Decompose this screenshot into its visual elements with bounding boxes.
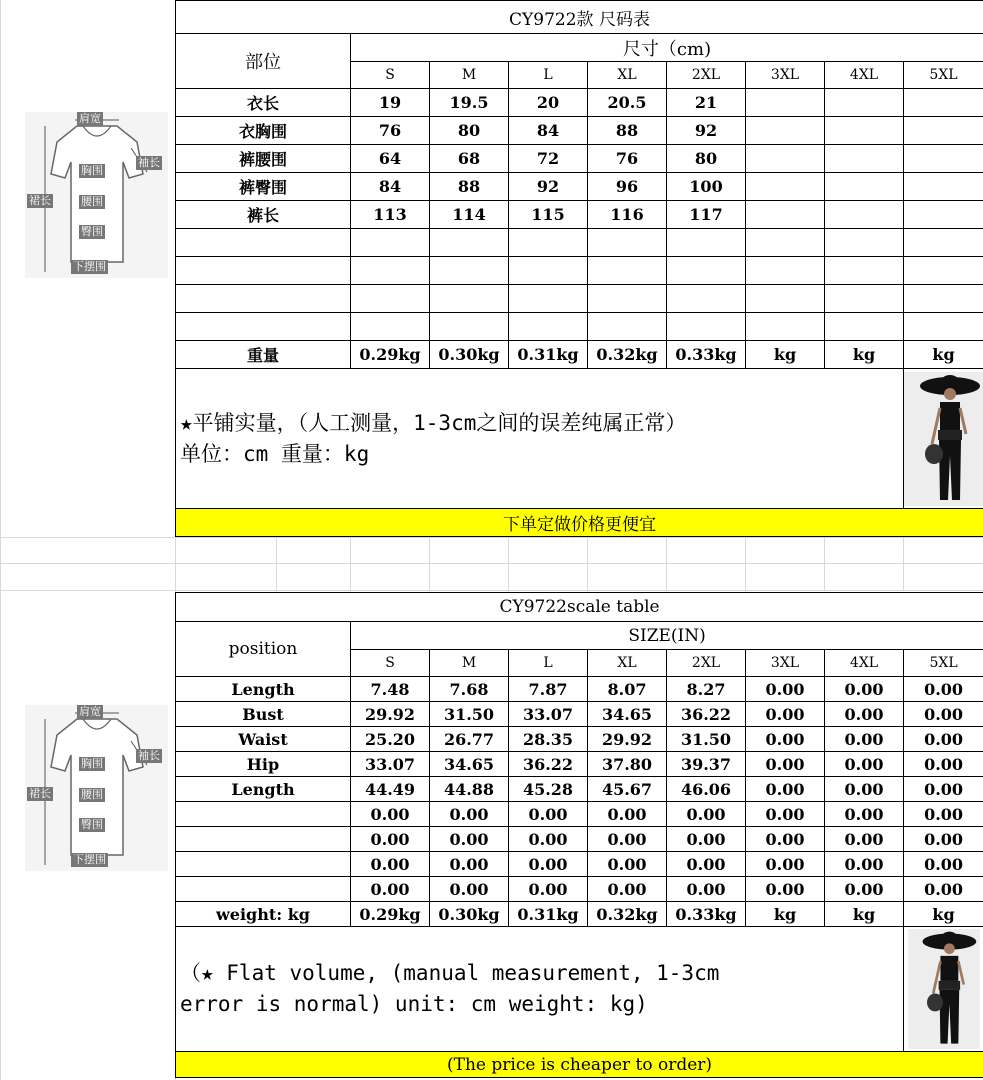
measurement-cell: 0.00 <box>351 802 430 827</box>
measurement-cell: 84 <box>351 173 430 201</box>
measurement-cell: 0.00 <box>825 877 904 902</box>
measurement-cell: 0.00 <box>588 852 667 877</box>
measurement-cell <box>430 257 509 285</box>
product-photo <box>904 927 983 1052</box>
measurement-cell <box>904 201 983 229</box>
measurement-cell: 0.00 <box>904 827 983 852</box>
weight-cell: 0.31kg <box>509 902 588 927</box>
measurement-cell: 0.00 <box>904 727 983 752</box>
measurement-cell: 0.00 <box>825 777 904 802</box>
measurement-cell: 0.00 <box>667 852 746 877</box>
size-label: L <box>509 650 588 677</box>
measurement-cell: 0.00 <box>667 802 746 827</box>
measurement-cell <box>904 313 983 341</box>
table-row <box>176 677 983 702</box>
measurement-cell <box>904 257 983 285</box>
diagram-label-chest: 胸围 <box>81 164 103 177</box>
measurement-cell <box>430 229 509 257</box>
measurement-cell: 0.00 <box>509 877 588 902</box>
measurement-cell: 100 <box>667 173 746 201</box>
size-label: XL <box>588 62 667 89</box>
table-row <box>176 852 983 877</box>
measurement-cell: 88 <box>588 117 667 145</box>
measurement-cell <box>746 173 825 201</box>
size-label: 5XL <box>904 650 983 677</box>
row-label: 衣长 <box>176 89 351 117</box>
measurement-cell <box>588 257 667 285</box>
weight-cell: kg <box>904 341 983 369</box>
measurement-cell <box>588 285 667 313</box>
measurement-cell: 44.88 <box>430 777 509 802</box>
measurement-cell: 0.00 <box>746 777 825 802</box>
row-label: 裤腰围 <box>176 145 351 173</box>
measurement-cell <box>746 117 825 145</box>
table-row <box>176 752 983 777</box>
measurement-cell: 0.00 <box>746 802 825 827</box>
measurement-cell: 72 <box>509 145 588 173</box>
measurement-cell: 0.00 <box>825 752 904 777</box>
row-label: Waist <box>176 727 351 752</box>
measurement-cell <box>746 257 825 285</box>
measurement-cell <box>746 285 825 313</box>
measurement-cell: 80 <box>667 145 746 173</box>
measurement-cell: 116 <box>588 201 667 229</box>
size-label: 4XL <box>825 62 904 89</box>
price-banner: 下单定做价格更便宜 <box>176 509 983 537</box>
measurement-cell: 76 <box>351 117 430 145</box>
measurement-cell <box>825 229 904 257</box>
measurement-cell <box>746 145 825 173</box>
row-label: 衣胸围 <box>176 117 351 145</box>
measurement-cell <box>509 313 588 341</box>
table-row <box>176 173 983 201</box>
measurement-cell <box>351 229 430 257</box>
measurement-cell: 36.22 <box>509 752 588 777</box>
measurement-cell: 44.49 <box>351 777 430 802</box>
row-label: Length <box>176 777 351 802</box>
measurement-cell <box>588 313 667 341</box>
table-title: CY9722scale table <box>176 593 983 622</box>
measurement-cell: 0.00 <box>746 677 825 702</box>
measurement-note <box>176 369 904 509</box>
measurement-cell: 19 <box>351 89 430 117</box>
measurement-cell <box>746 229 825 257</box>
table-row <box>176 777 983 802</box>
weight-cell: 0.33kg <box>667 902 746 927</box>
note-line: （★ Flat volume, (manual measurement, 1-3cm <box>180 961 720 985</box>
weight-label: weight: kg <box>176 902 351 927</box>
size-header: SIZE(IN) <box>351 622 983 650</box>
measurement-cell <box>825 313 904 341</box>
diagram-label-shoulder: 肩宽 <box>79 705 101 718</box>
measurement-cell: 76 <box>588 145 667 173</box>
row-label <box>176 229 351 257</box>
weight-cell: kg <box>904 902 983 927</box>
measurement-cell: 0.00 <box>904 802 983 827</box>
diagram-label-length: 裙长 <box>29 787 51 800</box>
measurement-note <box>176 927 904 1052</box>
measurement-cell: 0.00 <box>509 852 588 877</box>
measurement-cell: 7.48 <box>351 677 430 702</box>
measurement-cell <box>430 313 509 341</box>
weight-cell: kg <box>746 341 825 369</box>
measurement-cell <box>351 313 430 341</box>
measurement-cell: 37.80 <box>588 752 667 777</box>
table-row <box>176 257 983 285</box>
measurement-cell <box>825 145 904 173</box>
measurement-cell: 33.07 <box>509 702 588 727</box>
measurement-cell: 0.00 <box>746 877 825 902</box>
measurement-cell <box>904 145 983 173</box>
size-label: 4XL <box>825 650 904 677</box>
weight-cell: kg <box>746 902 825 927</box>
weight-row <box>176 341 983 369</box>
garment-diagram-bottom <box>25 705 168 871</box>
measurement-cell: 0.00 <box>351 877 430 902</box>
size-label: XL <box>588 650 667 677</box>
measurement-cell: 0.00 <box>746 702 825 727</box>
weight-cell: 0.32kg <box>588 341 667 369</box>
measurement-cell <box>904 89 983 117</box>
measurement-cell: 45.67 <box>588 777 667 802</box>
diagram-label-length: 裙长 <box>29 194 51 207</box>
measurement-cell <box>746 201 825 229</box>
measurement-cell: 0.00 <box>746 852 825 877</box>
table-row <box>176 727 983 752</box>
table-row <box>176 877 983 902</box>
measurement-cell <box>667 285 746 313</box>
measurement-cell: 0.00 <box>825 852 904 877</box>
measurement-cell: 33.07 <box>351 752 430 777</box>
measurement-cell <box>904 173 983 201</box>
measurement-cell: 117 <box>667 201 746 229</box>
row-label: 裤臀围 <box>176 173 351 201</box>
measurement-cell: 0.00 <box>351 852 430 877</box>
measurement-cell: 0.00 <box>904 877 983 902</box>
size-label: 2XL <box>667 62 746 89</box>
row-label <box>176 802 351 827</box>
size-label: 2XL <box>667 650 746 677</box>
measurement-cell <box>825 285 904 313</box>
measurement-cell: 36.22 <box>667 702 746 727</box>
measurement-cell: 8.27 <box>667 677 746 702</box>
size-table-cm <box>175 0 983 537</box>
measurement-cell: 29.92 <box>351 702 430 727</box>
measurement-cell: 0.00 <box>667 877 746 902</box>
measurement-cell <box>904 229 983 257</box>
measurement-cell: 26.77 <box>430 727 509 752</box>
measurement-cell <box>825 117 904 145</box>
weight-cell: kg <box>825 341 904 369</box>
diagram-label-waist: 腰围 <box>81 788 103 801</box>
measurement-cell: 64 <box>351 145 430 173</box>
measurement-cell: 0.00 <box>904 752 983 777</box>
diagram-label-shoulder: 肩宽 <box>79 112 101 125</box>
measurement-cell: 39.37 <box>667 752 746 777</box>
measurement-cell: 0.00 <box>825 702 904 727</box>
garment-diagram-top <box>25 112 168 278</box>
measurement-cell: 80 <box>430 117 509 145</box>
measurement-cell: 0.00 <box>746 752 825 777</box>
measurement-cell: 0.00 <box>509 802 588 827</box>
measurement-cell <box>825 89 904 117</box>
note-line: ★平铺实量，（人工测量，1-3cm之间的误差纯属正常） <box>180 410 687 435</box>
measurement-cell: 0.00 <box>904 702 983 727</box>
measurement-cell: 34.65 <box>588 702 667 727</box>
table-row <box>176 145 983 173</box>
row-label: Length <box>176 677 351 702</box>
diagram-label-hem: 下摆围 <box>73 853 106 866</box>
table-row <box>176 313 983 341</box>
diagram-label-waist: 腰围 <box>81 195 103 208</box>
measurement-cell: 45.28 <box>509 777 588 802</box>
measurement-cell: 0.00 <box>509 827 588 852</box>
measurement-cell: 31.50 <box>667 727 746 752</box>
weight-cell: 0.33kg <box>667 341 746 369</box>
measurement-cell: 0.00 <box>904 852 983 877</box>
row-label <box>176 313 351 341</box>
measurement-cell: 0.00 <box>904 677 983 702</box>
table-row <box>176 827 983 852</box>
weight-cell: 0.29kg <box>351 341 430 369</box>
weight-cell: 0.32kg <box>588 902 667 927</box>
measurement-cell <box>667 229 746 257</box>
measurement-cell: 0.00 <box>825 827 904 852</box>
position-header: position <box>176 622 351 677</box>
position-header: 部位 <box>176 34 351 89</box>
table-row <box>176 201 983 229</box>
measurement-cell: 0.00 <box>667 827 746 852</box>
row-label <box>176 257 351 285</box>
table-row <box>176 117 983 145</box>
model-photo-icon <box>904 372 983 506</box>
measurement-cell: 0.00 <box>430 827 509 852</box>
price-banner: (The price is cheaper to order) <box>176 1052 983 1078</box>
measurement-cell: 0.00 <box>588 877 667 902</box>
weight-cell: kg <box>825 902 904 927</box>
measurement-cell: 7.68 <box>430 677 509 702</box>
row-label: Bust <box>176 702 351 727</box>
size-label: 3XL <box>746 650 825 677</box>
note-line: 单位：cm 重量：kg <box>180 441 370 466</box>
measurement-cell <box>825 173 904 201</box>
measurement-cell: 0.00 <box>588 827 667 852</box>
measurement-cell <box>904 285 983 313</box>
measurement-cell: 68 <box>430 145 509 173</box>
row-label <box>176 852 351 877</box>
measurement-cell <box>746 89 825 117</box>
measurement-cell <box>904 117 983 145</box>
measurement-cell: 113 <box>351 201 430 229</box>
measurement-cell <box>509 229 588 257</box>
measurement-cell: 0.00 <box>825 677 904 702</box>
row-label: 裤长 <box>176 201 351 229</box>
weight-row <box>176 902 983 927</box>
measurement-cell: 114 <box>430 201 509 229</box>
diagram-label-hip: 臀围 <box>81 818 103 831</box>
row-label <box>176 827 351 852</box>
measurement-cell: 0.00 <box>430 802 509 827</box>
size-header: 尺寸（cm) <box>351 34 983 62</box>
measurement-cell: 46.06 <box>667 777 746 802</box>
measurement-cell: 96 <box>588 173 667 201</box>
diagram-label-sleeve: 袖长 <box>138 749 160 762</box>
table-row <box>176 702 983 727</box>
diagram-label-chest: 胸围 <box>81 757 103 770</box>
size-label: L <box>509 62 588 89</box>
measurement-cell: 0.00 <box>588 802 667 827</box>
measurement-cell <box>588 229 667 257</box>
measurement-cell: 84 <box>509 117 588 145</box>
measurement-cell: 0.00 <box>825 802 904 827</box>
measurement-cell: 34.65 <box>430 752 509 777</box>
model-photo-icon <box>906 929 982 1049</box>
measurement-cell: 19.5 <box>430 89 509 117</box>
diagram-label-sleeve: 袖长 <box>138 156 160 169</box>
measurement-cell <box>825 201 904 229</box>
measurement-cell: 92 <box>667 117 746 145</box>
weight-cell: 0.29kg <box>351 902 430 927</box>
measurement-cell <box>351 285 430 313</box>
table-row <box>176 285 983 313</box>
measurement-cell: 29.92 <box>588 727 667 752</box>
row-label <box>176 877 351 902</box>
measurement-cell: 92 <box>509 173 588 201</box>
weight-cell: 0.30kg <box>430 341 509 369</box>
size-table-inches <box>175 592 983 1078</box>
table-title: CY9722款 尺码表 <box>176 1 983 34</box>
table-row <box>176 89 983 117</box>
measurement-cell: 0.00 <box>825 727 904 752</box>
size-label: 5XL <box>904 62 983 89</box>
weight-cell: 0.31kg <box>509 341 588 369</box>
size-label: M <box>430 650 509 677</box>
row-label <box>176 285 351 313</box>
measurement-cell: 31.50 <box>430 702 509 727</box>
measurement-cell: 20.5 <box>588 89 667 117</box>
measurement-cell: 8.07 <box>588 677 667 702</box>
measurement-cell: 0.00 <box>430 852 509 877</box>
measurement-cell: 0.00 <box>904 777 983 802</box>
measurement-cell <box>509 257 588 285</box>
table-row <box>176 229 983 257</box>
note-line: error is normal) unit: cm weight: kg) <box>180 992 648 1016</box>
measurement-cell: 0.00 <box>430 877 509 902</box>
measurement-cell <box>667 257 746 285</box>
measurement-cell: 115 <box>509 201 588 229</box>
weight-label: 重量 <box>176 341 351 369</box>
size-label: 3XL <box>746 62 825 89</box>
table-row <box>176 802 983 827</box>
measurement-cell: 25.20 <box>351 727 430 752</box>
size-label: S <box>351 62 430 89</box>
measurement-cell <box>746 313 825 341</box>
measurement-cell <box>351 257 430 285</box>
measurement-cell: 28.35 <box>509 727 588 752</box>
measurement-cell: 0.00 <box>351 827 430 852</box>
product-photo <box>904 369 983 509</box>
measurement-cell: 21 <box>667 89 746 117</box>
measurement-cell: 88 <box>430 173 509 201</box>
measurement-cell: 0.00 <box>746 827 825 852</box>
diagram-label-hem: 下摆围 <box>73 260 106 273</box>
measurement-cell: 20 <box>509 89 588 117</box>
measurement-cell: 7.87 <box>509 677 588 702</box>
diagram-label-hip: 臀围 <box>81 225 103 238</box>
measurement-cell <box>430 285 509 313</box>
row-label: Hip <box>176 752 351 777</box>
weight-cell: 0.30kg <box>430 902 509 927</box>
measurement-cell: 0.00 <box>746 727 825 752</box>
measurement-cell <box>667 313 746 341</box>
measurement-cell <box>825 257 904 285</box>
size-label: S <box>351 650 430 677</box>
measurement-cell <box>509 285 588 313</box>
size-label: M <box>430 62 509 89</box>
